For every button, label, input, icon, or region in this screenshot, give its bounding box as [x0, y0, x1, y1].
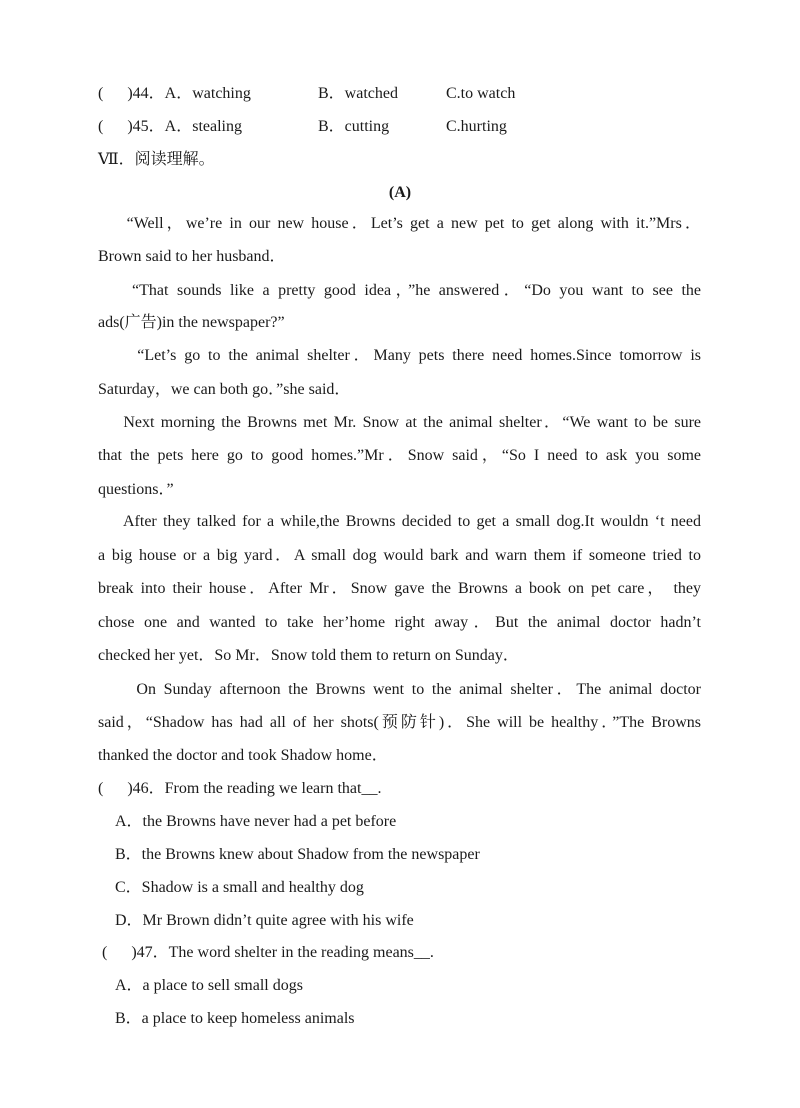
q47-stem: ( )47．The word shelter in the reading means__.	[102, 944, 434, 961]
passage-line: ads(广告)in the newspaper?”	[98, 314, 285, 331]
passage-line: After they talked for a while,the Browns decided to get a small dog.It wouldn ‘t need	[98, 513, 701, 530]
passage-line: break into their house．After Mr．Snow gave the Browns a book on pet care， they	[98, 580, 701, 597]
q44-option-b: B．watched	[318, 85, 398, 102]
passage-line: Saturday，we can both go．”she said．	[98, 381, 351, 398]
passage-line: thanked the doctor and took Shadow home．	[98, 747, 388, 764]
q45-option-c: C.hurting	[446, 118, 507, 135]
passage-line: On Sunday afternoon the Browns went to the animal shelter．The animal doctor	[98, 681, 701, 698]
passage-line: said，“Shadow has had all of her shots(预防针)．She will be healthy．”The Browns	[98, 714, 701, 731]
q46-option-b: B．the Browns knew about Shadow from the newspaper	[115, 846, 480, 863]
passage-title: (A)	[388, 184, 412, 201]
section-heading: Ⅶ．阅读理解。	[98, 151, 215, 168]
q45-option-b: B．cutting	[318, 118, 390, 135]
q44-stem-option-a: ( )44．A．watching	[98, 85, 251, 102]
passage-line: “Well，we’re in our new house．Let’s get a new pet to get along with it.”Mrs．	[98, 215, 701, 232]
q46-option-d: D．Mr Brown didn’t quite agree with his wife	[115, 912, 414, 929]
passage-line: a big house or a big yard．A small dog would bark and warn them if someone tried to	[98, 547, 701, 564]
passage-line: Brown said to her husband．	[98, 248, 286, 265]
q46-option-c: C．Shadow is a small and healthy dog	[115, 879, 364, 896]
q47-option-a: A．a place to sell small dogs	[115, 977, 303, 994]
q47-option-b: B．a place to keep homeless animals	[115, 1010, 355, 1027]
q44-option-c: C.to watch	[446, 85, 516, 102]
q45-stem-option-a: ( )45．A．stealing	[98, 118, 242, 135]
passage-line: checked her yet．So Mr．Snow told them to return on Sunday．	[98, 647, 519, 664]
passage-line: Next morning the Browns met Mr. Snow at the animal shelter．“We want to be sure	[98, 414, 701, 431]
passage-line: “That sounds like a pretty good idea，”he answered．“Do you want to see the	[98, 282, 701, 299]
passage-line: “Let’s go to the animal shelter．Many pets there need homes.Since tomorrow is	[98, 347, 701, 364]
passage-line: chose one and wanted to take her’home right away．But the animal doctor hadn’t	[98, 614, 701, 631]
q46-stem: ( )46．From the reading we learn that__.	[98, 780, 382, 797]
q46-option-a: A．the Browns have never had a pet before	[115, 813, 397, 830]
passage-line: questions．”	[98, 481, 174, 498]
passage-line: that the pets here go to good homes.”Mr．Snow said，“So I need to ask you some	[98, 447, 701, 464]
